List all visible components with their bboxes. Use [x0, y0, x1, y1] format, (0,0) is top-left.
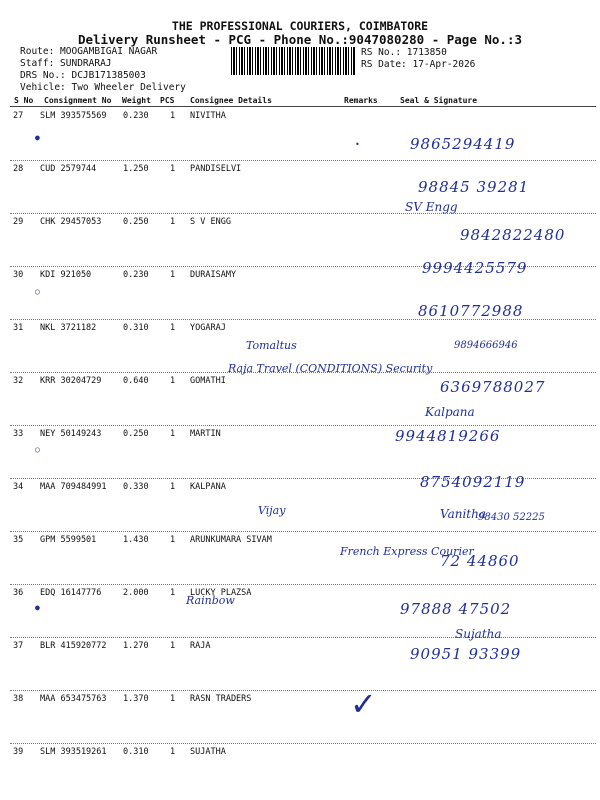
row-sno: 39: [13, 747, 24, 757]
handwritten-note: French Express Courier: [340, 545, 474, 558]
row-sno: 35: [13, 535, 24, 545]
row-consignment: CHK 29457053: [40, 217, 102, 227]
handwritten-note: Vijay: [258, 504, 286, 517]
rs-number: RS No.: 1713850: [361, 47, 447, 58]
row-consignment: EDQ 16147776: [40, 588, 102, 598]
row-consignment: MAA 653475763: [40, 694, 107, 704]
col-consignment: Consignment No: [44, 96, 112, 105]
row-consignee: YOGARAJ: [190, 323, 226, 333]
col-weight: Weight: [122, 96, 151, 105]
handwritten-phone: 8610772988: [418, 302, 524, 320]
row-weight: 0.310: [123, 747, 149, 757]
table-row: [10, 690, 596, 744]
row-pcs: 1: [170, 429, 176, 439]
col-sno: S No: [14, 96, 34, 105]
row-weight: 0.330: [123, 482, 149, 492]
row-consignment: KRR 30204729: [40, 376, 102, 386]
row-weight: 1.430: [123, 535, 149, 545]
row-consignment: SLM 393575569: [40, 111, 107, 121]
row-pcs: 1: [170, 164, 176, 174]
pen-mark: ○: [35, 445, 40, 454]
row-weight: 1.250: [123, 164, 149, 174]
row-sno: 27: [13, 111, 24, 121]
handwritten-note: Raja Travel (CONDITIONS) Security: [228, 362, 433, 375]
row-pcs: 1: [170, 217, 176, 227]
row-sno: 29: [13, 217, 24, 227]
row-weight: 0.310: [123, 323, 149, 333]
row-sno: 33: [13, 429, 24, 439]
handwritten-note: Rainbow: [186, 594, 235, 607]
row-sno: 30: [13, 270, 24, 280]
runsheet-title: THE PROFESSIONAL COURIERS, COIMBATORE: [171, 19, 429, 33]
row-pcs: 1: [170, 694, 176, 704]
pen-mark: •: [355, 140, 360, 149]
row-consignment: CUD 2579744: [40, 164, 97, 174]
vehicle-label: Vehicle: Two Wheeler Delivery: [20, 82, 186, 93]
row-weight: 0.640: [123, 376, 149, 386]
handwritten-phone: 98430 52225: [478, 512, 545, 523]
row-consignee: PANDISELVI: [190, 164, 242, 174]
row-consignee: S V ENGG: [190, 217, 231, 227]
handwritten-phone: 6369788027: [440, 378, 546, 396]
row-consignee: SUJATHA: [190, 747, 226, 757]
handwritten-phone: 8754092119: [420, 473, 526, 491]
runsheet-subtitle: Delivery Runsheet - PCG - Phone No.:9047080280 - Page No.:3: [77, 32, 522, 47]
col-remarks: Remarks: [344, 96, 378, 105]
pen-mark: ○: [35, 287, 40, 296]
row-consignment: GPM 5599501: [40, 535, 97, 545]
row-weight: 0.230: [123, 111, 149, 121]
handwritten-name: SV Engg: [405, 200, 458, 214]
row-sno: 31: [13, 323, 24, 333]
row-consignment: SLM 393519261: [40, 747, 107, 757]
table-row: [10, 743, 596, 796]
staff-label: Staff: SUNDRARAJ: [20, 58, 112, 69]
col-consignee: Consignee Details: [190, 96, 272, 105]
row-consignee: LUCKY PLAZSA: [190, 588, 252, 598]
handwritten-phone: 9894666946: [454, 340, 518, 351]
handwritten-phone: 9944819266: [395, 427, 501, 445]
row-weight: 1.370: [123, 694, 149, 704]
row-sno: 28: [13, 164, 24, 174]
col-pcs: PCS: [160, 96, 175, 105]
row-consignment: MAA 709484991: [40, 482, 107, 492]
pen-mark: ●: [35, 603, 40, 612]
col-seal-signature: Seal & Signature: [400, 96, 478, 105]
row-pcs: 1: [170, 641, 176, 651]
handwritten-name: Vanitha: [440, 507, 486, 521]
row-weight: 2.000: [123, 588, 149, 598]
row-sno: 32: [13, 376, 24, 386]
row-sno: 36: [13, 588, 24, 598]
row-consignee: NIVITHA: [190, 111, 226, 121]
rs-date: RS Date: 17-Apr-2026: [361, 59, 476, 70]
drs-label: DRS No.: DCJB171385003: [20, 70, 146, 81]
handwritten-phone: 98845 39281: [418, 178, 530, 196]
row-pcs: 1: [170, 376, 176, 386]
row-weight: 0.250: [123, 429, 149, 439]
row-pcs: 1: [170, 588, 176, 598]
row-pcs: 1: [170, 747, 176, 757]
row-weight: 0.230: [123, 270, 149, 280]
row-sno: 34: [13, 482, 24, 492]
row-pcs: 1: [170, 270, 176, 280]
route-label: Route: MOOGAMBIGAI NAGAR: [20, 46, 158, 57]
row-consignment: NKL 3721182: [40, 323, 97, 333]
pen-mark: ●: [35, 133, 40, 142]
row-consignment: NEY 50149243: [40, 429, 102, 439]
row-sno: 37: [13, 641, 24, 651]
row-weight: 0.250: [123, 217, 149, 227]
row-consignee: GOMATHI: [190, 376, 226, 386]
row-consignee: KALPANA: [190, 482, 226, 492]
check-mark: ✓: [350, 685, 377, 723]
handwritten-phone: 9842822480: [460, 226, 566, 244]
handwritten-name: Kalpana: [425, 405, 475, 419]
row-weight: 1.270: [123, 641, 149, 651]
handwritten-name: Sujatha: [455, 627, 502, 641]
row-consignee: MARTIN: [190, 429, 221, 439]
row-consignment: KDI 921050: [40, 270, 92, 280]
table-row: [10, 425, 596, 479]
handwritten-phone: 9994425579: [422, 259, 528, 277]
row-consignee: ARUNKUMARA SIVAM: [190, 535, 272, 545]
runsheet-barcode: [231, 47, 355, 75]
row-pcs: 1: [170, 323, 176, 333]
row-pcs: 1: [170, 111, 176, 121]
handwritten-phone: 9865294419: [410, 135, 516, 153]
row-sno: 38: [13, 694, 24, 704]
handwritten-note: Tomaltus: [246, 339, 297, 352]
row-pcs: 1: [170, 535, 176, 545]
handwritten-phone: 72 44860: [440, 552, 520, 570]
handwritten-phone: 90951 93399: [410, 645, 522, 663]
row-consignee: RAJA: [190, 641, 211, 651]
row-consignment: BLR 415920772: [40, 641, 107, 651]
handwritten-phone: 97888 47502: [400, 600, 512, 618]
row-consignee: DURAISAMY: [190, 270, 237, 280]
row-pcs: 1: [170, 482, 176, 492]
row-consignee: RASN TRADERS: [190, 694, 252, 704]
